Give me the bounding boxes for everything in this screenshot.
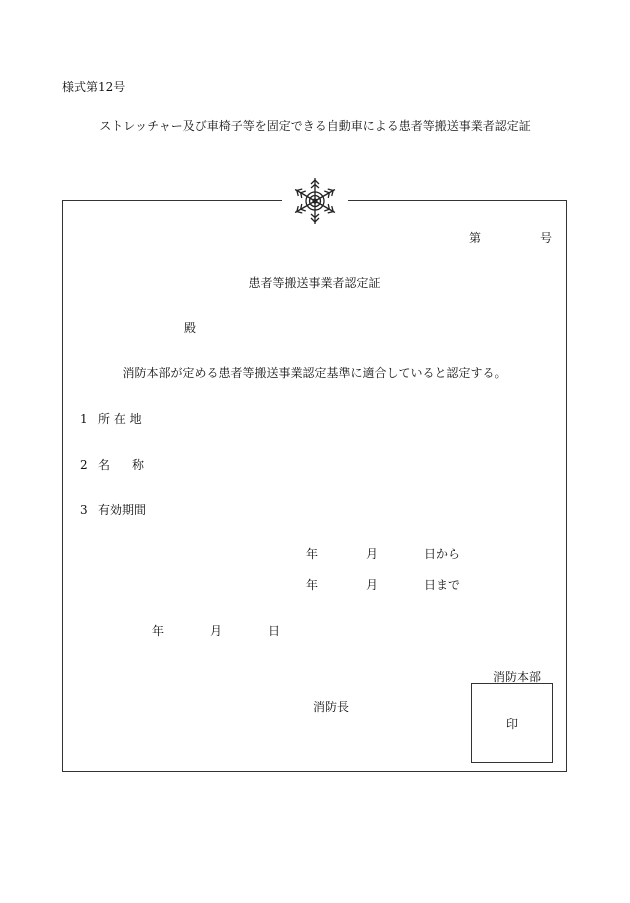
item-label-name-part1: 名	[98, 458, 111, 472]
municipal-emblem-icon	[289, 175, 341, 227]
item-label-address: 所 在 地	[98, 412, 142, 426]
certification-statement: 消防本部が定める患者等搬送事業認定基準に適合していると認定する。	[122, 366, 507, 380]
seal-label: 印	[505, 716, 518, 731]
item-label-name-part2: 称	[132, 458, 145, 472]
form-number: 様式第12号	[62, 80, 126, 94]
period-from-month: 月	[366, 547, 379, 561]
period-to-year: 年	[306, 578, 319, 592]
document-title: ストレッチャー及び車椅子等を固定できる自動車による患者等搬送事業者認定証	[99, 119, 531, 133]
certificate-number-prefix: 第	[469, 231, 482, 245]
item-number-3: 3	[80, 503, 88, 517]
period-to-day: 日まで	[424, 578, 461, 592]
item-number-1: 1	[80, 412, 88, 426]
fire-department-label: 消防本部	[493, 670, 542, 684]
period-from-day: 日から	[424, 547, 461, 561]
issue-year: 年	[152, 624, 165, 638]
addressee-suffix: 殿	[184, 321, 197, 335]
item-number-2: 2	[80, 458, 88, 472]
certificate-number-suffix: 号	[540, 231, 553, 245]
issue-day: 日	[268, 624, 281, 638]
item-label-validity: 有効期間	[98, 503, 147, 517]
period-to-month: 月	[366, 578, 379, 592]
certificate-title: 患者等搬送事業者認定証	[248, 276, 381, 290]
period-from-year: 年	[306, 547, 319, 561]
seal-box	[471, 683, 553, 763]
fire-chief-label: 消防長	[313, 700, 350, 714]
issue-month: 月	[210, 624, 223, 638]
